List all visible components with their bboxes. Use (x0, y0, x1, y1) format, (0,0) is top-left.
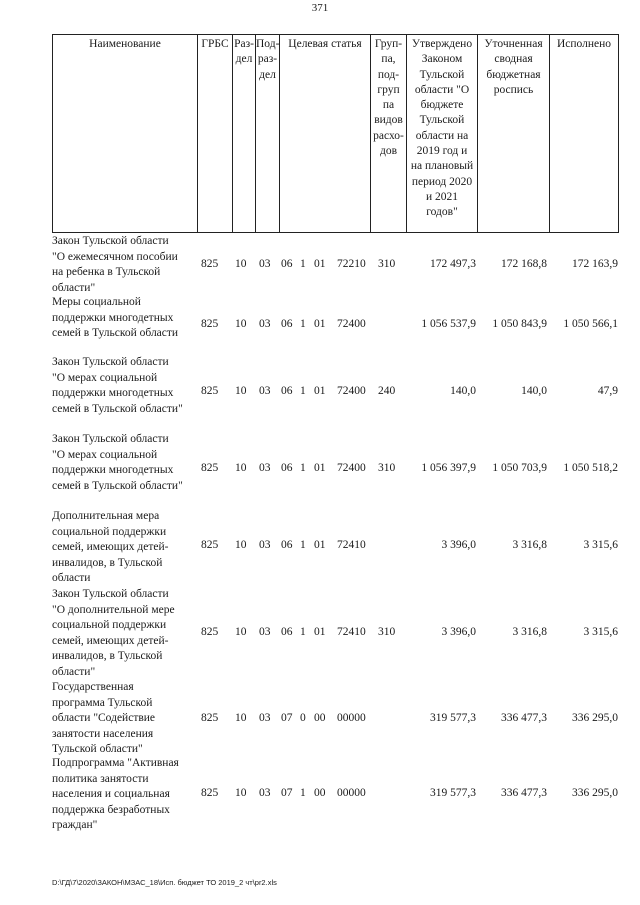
row-podrazdel: 03 (259, 712, 271, 724)
row-name: Закон Тульской области "О мерах социальной поддержки многодетных семей в Тульской области" (52, 433, 183, 492)
row-razdel: 10 (235, 385, 247, 397)
row-target-direction: 72210 (337, 258, 366, 270)
row-specified: 1 050 703,9 (492, 462, 547, 474)
row-approved: 319 577,3 (430, 712, 476, 724)
header-specified: Уточненная сводная бюджетная роспись (477, 34, 549, 233)
row-target-event: 01 (314, 539, 326, 551)
row-approved: 140,0 (450, 385, 476, 397)
row-target-program: 06 (281, 626, 293, 638)
file-path-footer: D:\ГД\7\2020\ЗАКОН\МЗАС_18\Исп. бюджет ТО 2019_2 чт\pr2.xls (52, 878, 277, 887)
row-executed: 47,9 (597, 385, 618, 397)
row-name: Государственная программа Тульской области "Содействие занятости населения Тульской области" (52, 681, 156, 756)
row-podrazdel: 03 (259, 787, 271, 799)
row-target-subprogram: 0 (300, 712, 306, 724)
row-approved: 3 396,0 (441, 539, 476, 551)
row-target-event: 00 (314, 787, 326, 799)
row-target-direction: 00000 (337, 787, 366, 799)
row-target-direction: 00000 (337, 712, 366, 724)
row-podrazdel: 03 (259, 539, 271, 551)
row-target-event: 01 (314, 318, 326, 330)
row-specified: 1 050 843,9 (492, 318, 547, 330)
header-approved: Утверждено Законом Тульской области "О бюджете Тульской области на 2019 год и на плановый период 2020 и 2021 годов" (406, 34, 477, 233)
row-target-event: 00 (314, 712, 326, 724)
row-razdel: 10 (235, 539, 247, 551)
row-razdel: 10 (235, 318, 247, 330)
row-name: Закон Тульской области "О мерах социальной поддержки многодетных семей в Тульской области" (52, 356, 183, 415)
row-podrazdel: 03 (259, 258, 271, 270)
row-razdel: 10 (235, 787, 247, 799)
row-podrazdel: 03 (259, 462, 271, 474)
row-grbs: 825 (201, 787, 219, 799)
row-executed: 1 050 518,2 (563, 462, 618, 474)
row-razdel: 10 (235, 462, 247, 474)
row-target-subprogram: 1 (300, 258, 306, 270)
row-name: Дополнительная мера социальной поддержки семей, имеющих детей- инвалидов, в Тульской области (52, 510, 169, 585)
row-target-program: 07 (281, 787, 293, 799)
row-grbs: 825 (201, 539, 219, 551)
row-group: 240 (378, 385, 396, 397)
row-approved: 1 056 397,9 (421, 462, 476, 474)
row-podrazdel: 03 (259, 385, 271, 397)
header-grbs: ГРБС (197, 34, 232, 233)
header-target: Целевая статья (279, 34, 370, 233)
row-target-subprogram: 1 (300, 787, 306, 799)
row-target-direction: 72410 (337, 626, 366, 638)
row-target-program: 06 (281, 258, 293, 270)
row-specified: 140,0 (521, 385, 547, 397)
row-target-subprogram: 1 (300, 626, 306, 638)
row-target-direction: 72400 (337, 385, 366, 397)
row-grbs: 825 (201, 462, 219, 474)
row-executed: 336 295,0 (572, 712, 618, 724)
row-specified: 336 477,3 (501, 787, 547, 799)
row-grbs: 825 (201, 258, 219, 270)
row-target-program: 06 (281, 385, 293, 397)
row-grbs: 825 (201, 318, 219, 330)
header-executed: Исполнено (549, 34, 619, 233)
row-target-event: 01 (314, 258, 326, 270)
row-approved: 3 396,0 (441, 626, 476, 638)
row-approved: 1 056 537,9 (421, 318, 476, 330)
row-target-event: 01 (314, 462, 326, 474)
row-podrazdel: 03 (259, 318, 271, 330)
row-specified: 3 316,8 (512, 626, 547, 638)
row-executed: 1 050 566,1 (563, 318, 618, 330)
header-razdel: Раз- дел (232, 34, 255, 233)
row-target-direction: 72410 (337, 539, 366, 551)
row-target-direction: 72400 (337, 318, 366, 330)
row-target-subprogram: 1 (300, 462, 306, 474)
row-executed: 336 295,0 (572, 787, 618, 799)
row-name: Закон Тульской области "О ежемесячном пособии на ребенка в Тульской области" (52, 235, 178, 294)
row-group: 310 (378, 462, 396, 474)
row-specified: 336 477,3 (501, 712, 547, 724)
page-number: 371 (311, 2, 329, 14)
row-razdel: 10 (235, 258, 247, 270)
row-group: 310 (378, 258, 396, 270)
row-target-program: 06 (281, 318, 293, 330)
row-executed: 3 315,6 (583, 626, 618, 638)
row-group: 310 (378, 626, 396, 638)
row-approved: 319 577,3 (430, 787, 476, 799)
row-target-subprogram: 1 (300, 539, 306, 551)
row-podrazdel: 03 (259, 626, 271, 638)
row-grbs: 825 (201, 712, 219, 724)
row-name: Подпрограмма "Активная политика занятости населения и социальная поддержка безработных граждан" (52, 757, 179, 832)
header-name: Наименование (52, 34, 197, 233)
row-target-subprogram: 1 (300, 385, 306, 397)
row-specified: 172 168,8 (501, 258, 547, 270)
row-name: Закон Тульской области "О дополнительной мере социальной поддержки семей, имеющих детей- инвалидов, в Тульской области" (52, 588, 175, 678)
row-target-program: 06 (281, 539, 293, 551)
row-executed: 172 163,9 (572, 258, 618, 270)
row-approved: 172 497,3 (430, 258, 476, 270)
row-target-direction: 72400 (337, 462, 366, 474)
row-target-program: 06 (281, 462, 293, 474)
row-target-event: 01 (314, 626, 326, 638)
row-grbs: 825 (201, 626, 219, 638)
row-target-event: 01 (314, 385, 326, 397)
row-razdel: 10 (235, 712, 247, 724)
header-podrazdel: Под- раз- дел (255, 34, 279, 233)
row-target-program: 07 (281, 712, 293, 724)
header-group: Груп- па, под- груп па видов расхо- дов (370, 34, 406, 233)
row-razdel: 10 (235, 626, 247, 638)
row-name: Меры социальной поддержки многодетных семей в Тульской области (52, 296, 179, 340)
row-target-subprogram: 1 (300, 318, 306, 330)
row-specified: 3 316,8 (512, 539, 547, 551)
row-grbs: 825 (201, 385, 219, 397)
row-executed: 3 315,6 (583, 539, 618, 551)
